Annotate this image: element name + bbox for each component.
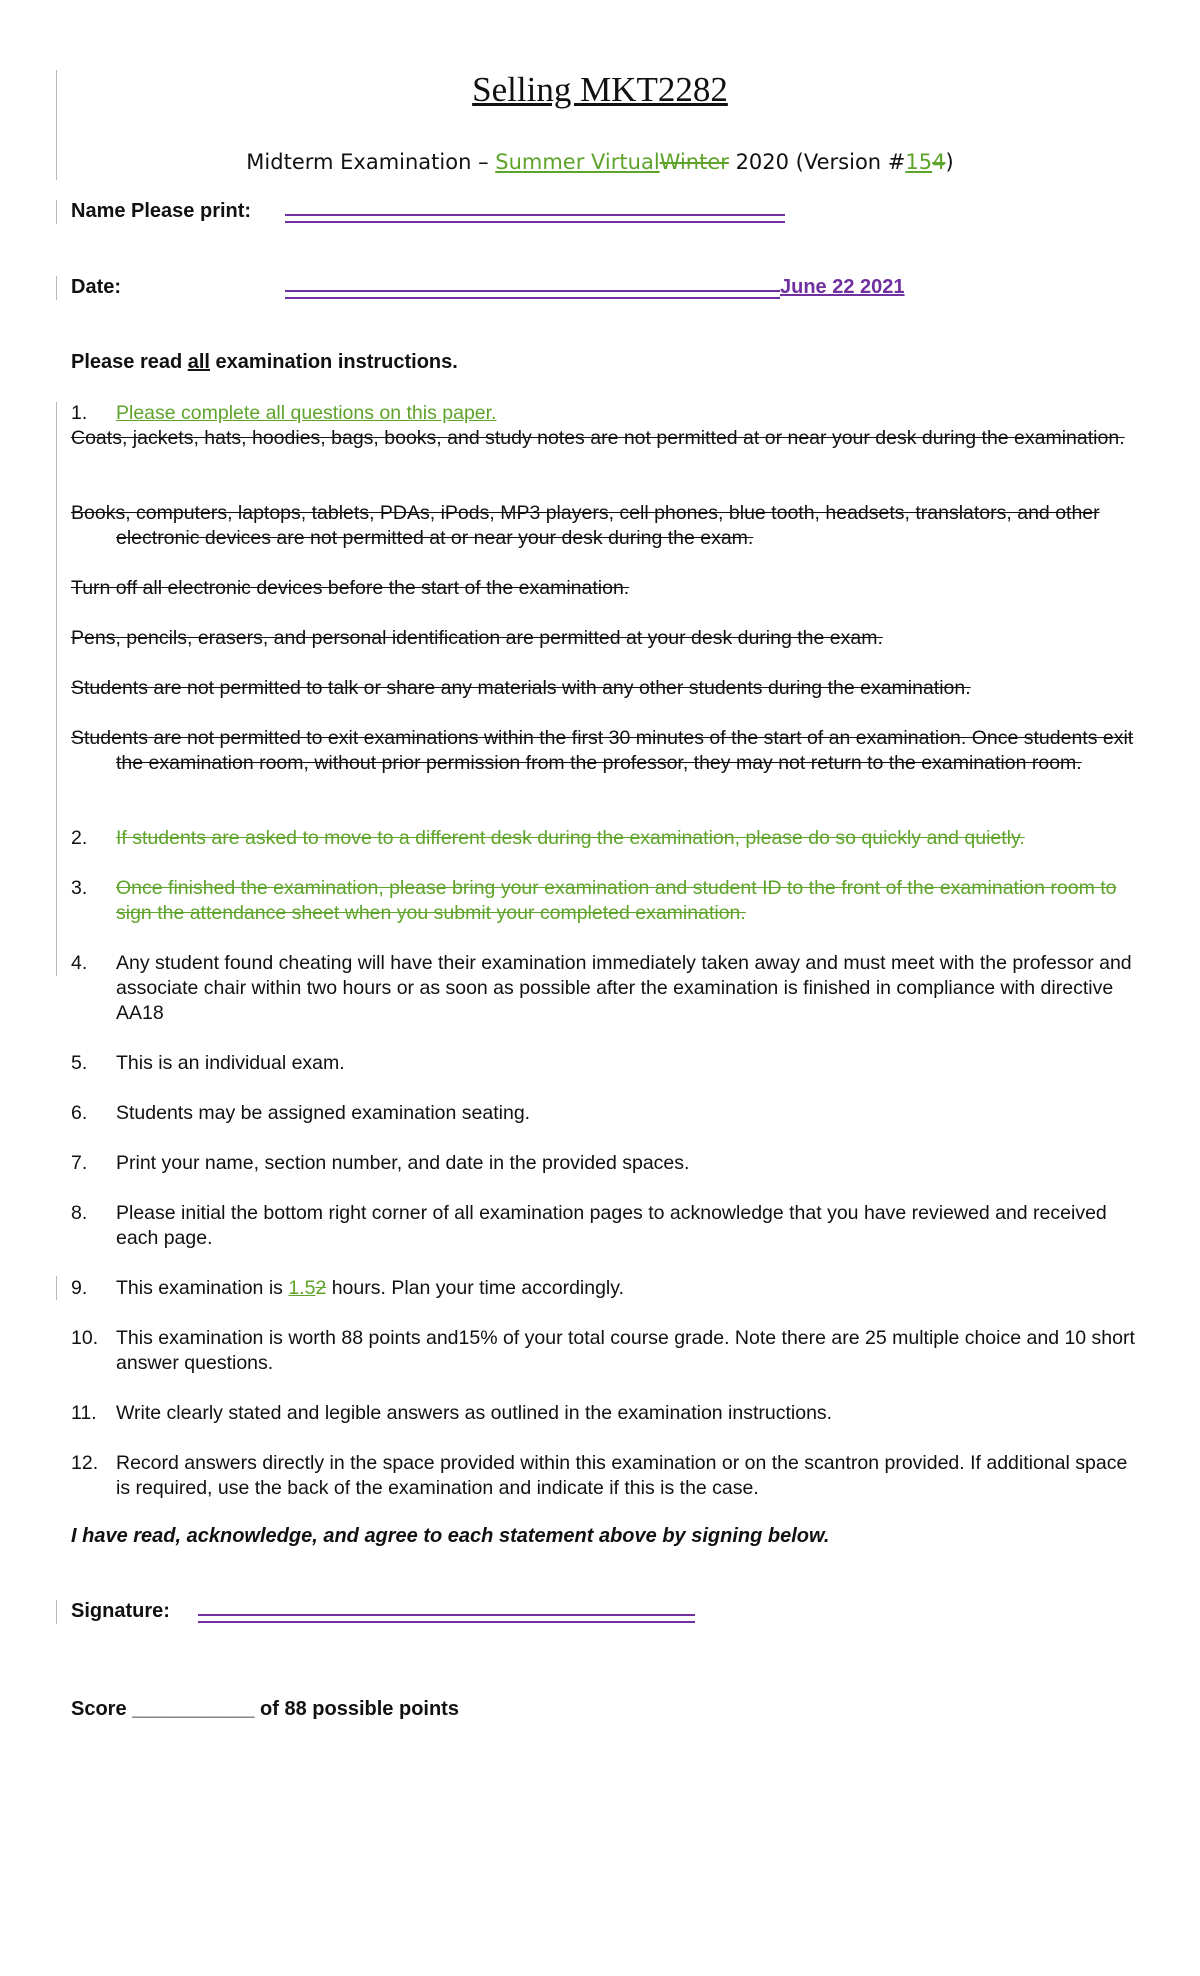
instruction-item-2: [71, 826, 1141, 851]
item-text: Once finished the examination, please bring your examination and student ID to the front of the examination room to sign the attendance sheet when you submit your completed examination.: [116, 877, 1117, 924]
instruction-item-4: [71, 951, 1141, 1026]
item-number: 7.: [71, 1152, 88, 1174]
date-field[interactable]: [285, 290, 780, 299]
item-number: 5.: [71, 1052, 88, 1074]
item-text: Please initial the bottom right corner of all examination pages to acknowledge that you have reviewed and received each page.: [116, 1202, 1107, 1249]
item-text: Please complete all questions on this paper.: [116, 402, 497, 424]
item-number: 11.: [71, 1402, 97, 1424]
emphasis-all: all: [187, 351, 210, 373]
instruction-item-11: [71, 1401, 1141, 1426]
inserted-hours: 1.5: [288, 1277, 316, 1299]
item-text: This examination is worth 88 points and15% of your total course grade. Note there are 25 multiple choice and 10 short answer questions.: [116, 1327, 1135, 1374]
item-number: 3.: [71, 877, 88, 899]
item-number: 12.: [71, 1452, 99, 1474]
date-label: Date:: [71, 276, 122, 298]
deleted-instruction: Books, computers, laptops, tablets, PDAs, iPods, MP3 players, cell phones, blue tooth, headsets, translators, and other electronic devices are not permitted at or near your desk during the exam.: [71, 502, 1100, 549]
item-text: Print your name, section number, and date in the provided spaces.: [116, 1152, 690, 1174]
item-number: 6.: [71, 1102, 88, 1124]
instruction-item-3: [71, 876, 1141, 926]
score-line: Score ___________ of 88 possible points: [71, 1698, 459, 1720]
item-number: 1.: [71, 402, 88, 424]
acknowledgement-statement: I have read, acknowledge, and agree to each statement above by signing below.: [71, 1525, 830, 1547]
deleted-instruction: Students are not permitted to exit examinations within the first 30 minutes of the start of an examination. Once students exit the examination room, without prior permission from the professor, they may not return to the examination room.: [71, 727, 1134, 774]
deleted-instruction: Turn off all electronic devices before the start of the examination.: [71, 577, 630, 599]
item-text: This examination is 1.52 hours. Plan your time accordingly.: [116, 1277, 624, 1299]
instruction-item-6: [71, 1101, 1141, 1126]
instruction-item-7: [71, 1151, 1141, 1176]
inserted-term: Summer Virtual: [495, 150, 660, 174]
instruction-item-10: [71, 1326, 1141, 1376]
item-text: This is an individual exam.: [116, 1052, 345, 1074]
instruction-item-1: [71, 401, 1141, 426]
item-number: 9.: [71, 1277, 88, 1299]
item-number: 8.: [71, 1202, 88, 1224]
instructions-heading: Please read all examination instructions.: [71, 351, 458, 373]
deleted-version: 4: [932, 150, 946, 174]
signature-field[interactable]: [198, 1614, 695, 1623]
item-text: If students are asked to move to a different desk during the examination, please do so quickly and quietly.: [116, 827, 1025, 849]
instruction-item-8: [71, 1201, 1141, 1251]
inserted-version: 15: [905, 150, 933, 174]
change-bar: [56, 1276, 57, 1300]
deleted-instruction: Coats, jackets, hats, hoodies, bags, books, and study notes are not permitted at or near your desk during the examination.: [71, 427, 1125, 449]
date-value: June 22 2021: [780, 276, 905, 298]
name-label: Name Please print:: [71, 200, 252, 222]
instruction-item-12: [71, 1451, 1141, 1501]
change-bar: [56, 402, 57, 976]
document-title: Selling MKT2282: [472, 70, 728, 109]
instruction-item-5: [71, 1051, 1141, 1076]
item-text: Any student found cheating will have their examination immediately taken away and must meet with the professor and associate chair within two hours or as soon as possible after the examination is finished in compliance with directive AA18: [116, 952, 1132, 1024]
change-bar: [56, 1600, 57, 1624]
document-subtitle: [0, 150, 1200, 174]
subtitle-prefix: Midterm Examination –: [246, 150, 496, 174]
item-text: Record answers directly in the space provided within this examination or on the scantron provided. If additional space is required, use the back of the examination and indicate if this is the case.: [116, 1452, 1128, 1499]
deleted-instruction: Pens, pencils, erasers, and personal identification are permitted at your desk during the exam.: [71, 627, 883, 649]
year-version-prefix: 2020 (Version #: [728, 150, 906, 174]
deleted-hours: 2: [315, 1277, 327, 1299]
change-bar: [56, 200, 57, 224]
version-suffix: ): [945, 150, 954, 174]
change-bar: [56, 276, 57, 300]
deleted-instruction: Students are not permitted to talk or share any materials with any other students during the examination.: [71, 677, 971, 699]
signature-label: Signature:: [71, 1600, 170, 1622]
item-text: Write clearly stated and legible answers as outlined in the examination instructions.: [116, 1402, 833, 1424]
item-text: Students may be assigned examination seating.: [116, 1102, 531, 1124]
instruction-item-9: [71, 1276, 1141, 1301]
item-number: 2.: [71, 827, 88, 849]
item-number: 10.: [71, 1327, 99, 1349]
deleted-term: Winter: [659, 150, 729, 174]
item-number: 4.: [71, 952, 88, 974]
name-field[interactable]: [285, 214, 785, 223]
